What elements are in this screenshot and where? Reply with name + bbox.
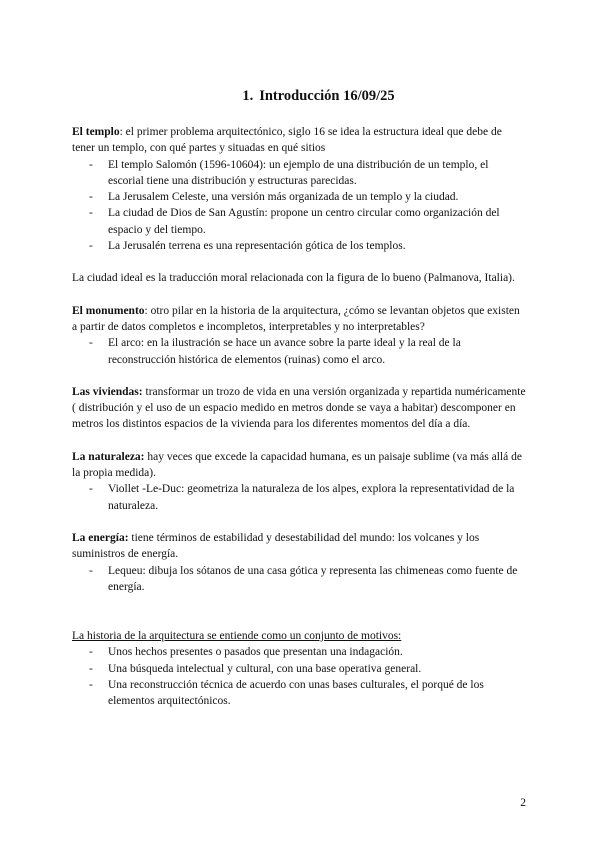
list-item-text: El templo Salomón (1596-10604): un ejemplo de una distribución de un templo, el escorial tiene una distribución y estructuras parecidas. (108, 158, 489, 187)
page-number: 2 (520, 797, 526, 809)
naturaleza-list (72, 481, 527, 514)
list-item-text: El arco: en la ilustración se hace un avance sobre la parte ideal y la real de la reconstrucción histórica de elementos (ruinas) como el arco. (108, 337, 461, 366)
title-text: Introducción 16/09/25 (259, 88, 395, 104)
section-templo-paragraph (72, 124, 527, 157)
list-dash: - (89, 646, 93, 659)
section-monumento (72, 303, 527, 368)
list-item-text: Viollet -Le-Duc: geometriza la naturaleza de los alpes, explora la representatividad de la naturaleza. (108, 483, 515, 512)
term-templo: El templo (72, 126, 120, 138)
list-dash: - (89, 207, 93, 220)
list-dash: - (89, 158, 93, 171)
section-ciudad-ideal (72, 270, 527, 286)
list-item (72, 563, 527, 596)
list-item-text: La Jerusalén terrena es una representación gótica de los templos. (108, 240, 406, 253)
list-dash: - (89, 483, 93, 496)
section-viviendas (72, 384, 527, 433)
list-item-text: Una búsqueda intelectual y cultural, con una base operativa general. (108, 662, 422, 675)
templo-list (72, 157, 527, 255)
list-item-text: La Jerusalem Celeste, una versión más organizada de un templo y la ciudad. (108, 191, 459, 204)
naturaleza-text: hay veces que excede la capacidad humana, es un paisaje sublime (va más allá de la propia medida). (72, 450, 522, 480)
section-monumento-paragraph (72, 303, 527, 336)
term-viviendas: Las viviendas: (72, 385, 143, 398)
list-item (72, 481, 527, 514)
term-energia: La energía: (72, 531, 129, 544)
list-item-text: Lequeu: dibuja los sótanos de una casa gótica y representa las chimeneas como fuente de energía. (108, 564, 518, 593)
section-naturaleza (72, 449, 527, 514)
list-dash: - (89, 679, 93, 692)
monumento-list (72, 335, 527, 368)
historia-list (72, 644, 527, 709)
section-energia-paragraph (72, 530, 527, 563)
list-dash: - (89, 337, 93, 350)
list-item (72, 661, 527, 677)
energia-text: tiene términos de estabilidad y desestabilidad del mundo: los volcanes y los suministros de energía. (72, 531, 480, 561)
list-dash: - (89, 240, 93, 253)
list-dash: - (89, 662, 93, 675)
monumento-text: : otro pilar en la historia de la arquitectura, ¿cómo se levantan objetos que existen a partir de datos completos e incompletos, interpretables y no interpretables? (72, 304, 520, 333)
list-item-text: La ciudad de Dios de San Agustín: propone un centro circular como organización del espacio y del tiempo. (108, 207, 500, 236)
energia-list (72, 563, 527, 596)
templo-text: : el primer problema arquitectónico, siglo 16 se idea la estructura ideal que debe de tener un templo, con qué partes y situadas en qué sitios (72, 126, 502, 155)
list-item (72, 157, 527, 190)
list-item (72, 335, 527, 368)
section-energia (72, 530, 527, 595)
section-naturaleza-paragraph (72, 449, 527, 482)
title-number: 1. (242, 88, 254, 104)
list-item-text: Una reconstrucción técnica de acuerdo con unas bases culturales, el porqué de los elementos arquitectónicos. (108, 679, 484, 708)
document-page (72, 86, 527, 726)
list-dash: - (89, 191, 93, 204)
section-viviendas-paragraph (72, 384, 527, 433)
historia-heading: La historia de la arquitectura se entiende como un conjunto de motivos: (72, 630, 402, 643)
list-item (72, 644, 527, 660)
page-title (72, 86, 527, 106)
list-item-text: Unos hechos presentes o pasados que presentan una indagación. (108, 646, 403, 659)
list-item (72, 238, 527, 254)
list-item (72, 205, 527, 238)
term-naturaleza: La naturaleza: (72, 450, 145, 463)
list-item (72, 677, 527, 710)
section-templo (72, 124, 527, 254)
list-dash: - (89, 564, 93, 577)
ciudad-ideal-paragraph: La ciudad ideal es la traducción moral relacionada con la figura de lo bueno (Palmanova, Italia). (72, 272, 515, 285)
section-historia (72, 628, 527, 709)
term-monumento: El monumento (72, 304, 145, 317)
list-item (72, 189, 527, 205)
viviendas-text: transformar un trozo de vida en una versión organizada y repartida numéricamente ( distribución y el uso de un espacio medido en metros donde se vaya a habitar) descomponer en metros los distintos espacios de la vivienda para los diferentes momentos del día a día. (72, 385, 526, 431)
